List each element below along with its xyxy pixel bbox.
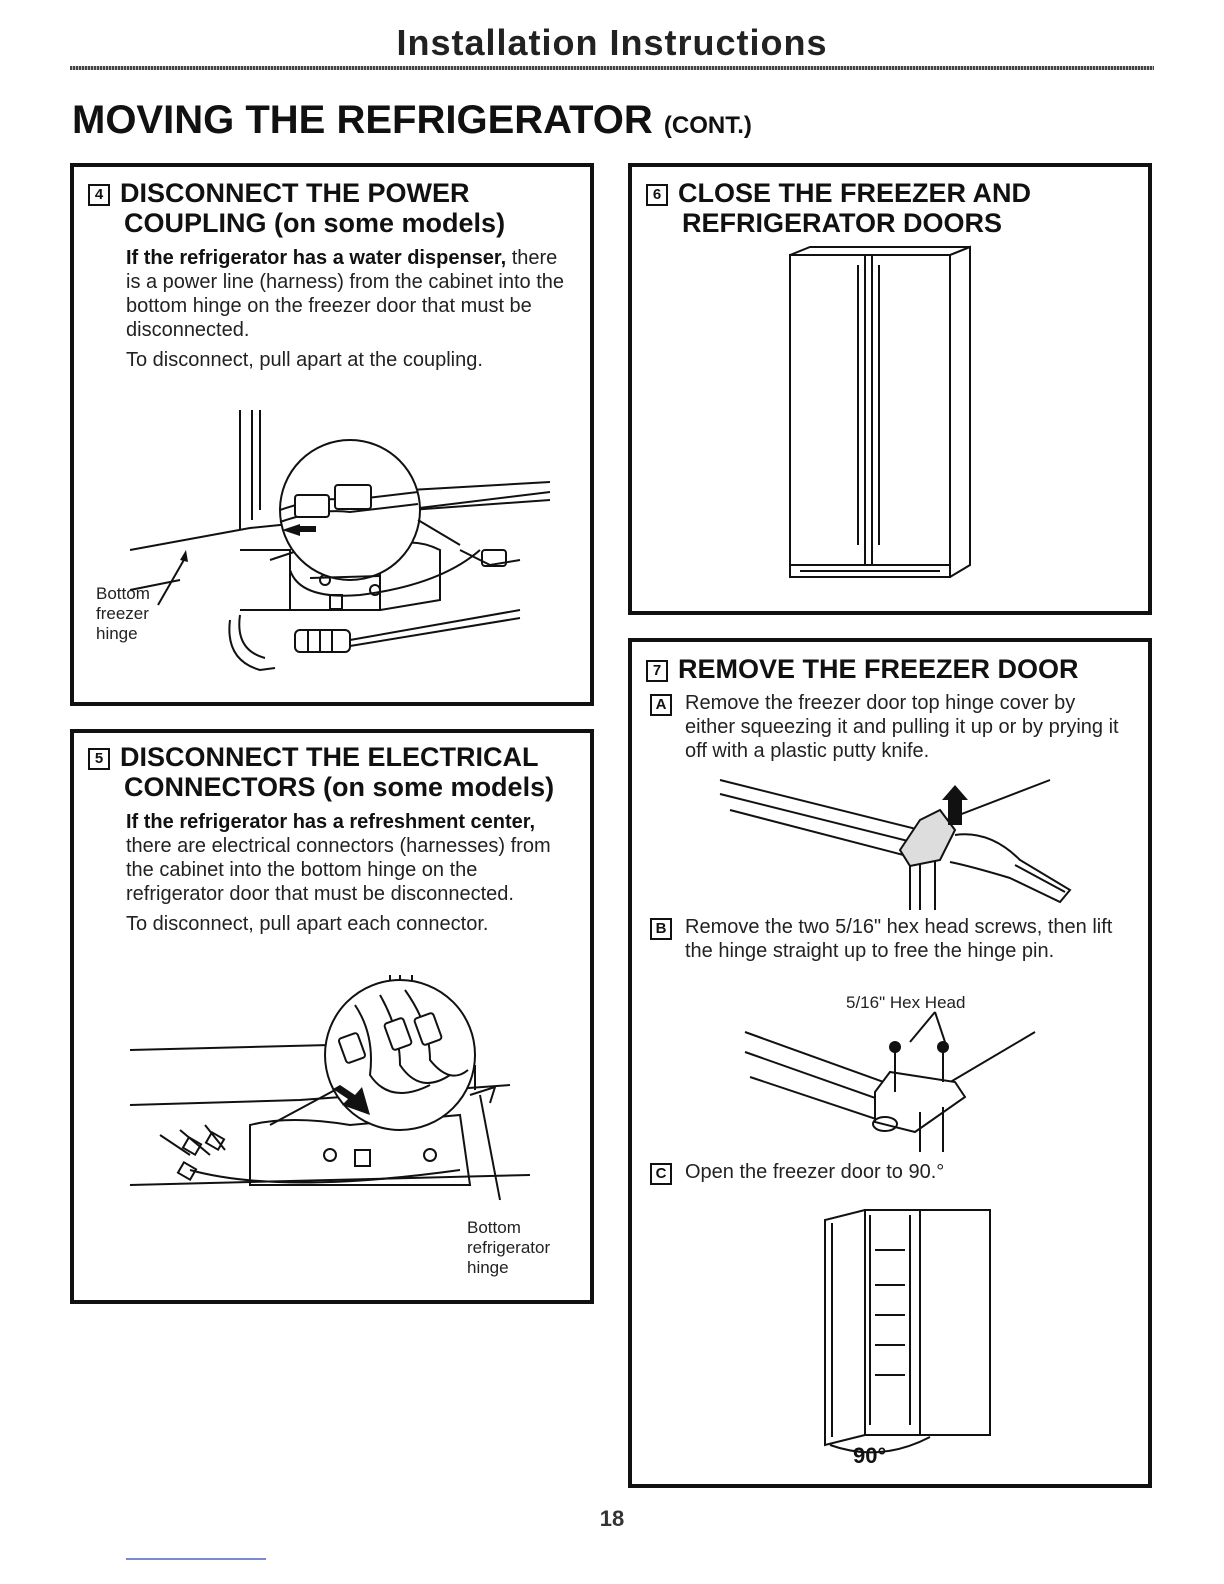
step-7-title-line1: REMOVE THE FREEZER DOOR <box>678 654 1079 684</box>
step-4-text2: To disconnect, pull apart at the coupling. <box>126 349 483 371</box>
section-header: Installation Instructions <box>396 22 828 63</box>
hinge-cover-illustration <box>720 770 1090 910</box>
angle-label: 90° <box>853 1443 887 1468</box>
step-6-title-line1: CLOSE THE FREEZER AND <box>678 178 1032 208</box>
substep-b-letter: B <box>650 918 672 940</box>
step-5-text: there are electrical connectors (harnesses) from the cabinet into the bottom hinge on the refrigerator door that must be disconnected. <box>126 835 551 905</box>
step-6-title-line2: REFRIGERATOR DOORS <box>682 208 1003 238</box>
step-5-text2: To disconnect, pull apart each connector. <box>126 913 489 935</box>
substep-c-text: Open the freezer door to 90.° <box>685 1161 945 1183</box>
closed-refrigerator-illustration <box>780 245 1000 590</box>
step-4-title-paren: (on some models) <box>274 208 506 238</box>
step-4-caption: Bottom freezer hinge <box>96 584 150 643</box>
step-4-title-line2: COUPLING <box>124 208 267 238</box>
step-6-title <box>646 178 1146 238</box>
page-title-suffix: (CONT.) <box>663 112 752 139</box>
substep-c-letter: C <box>650 1163 672 1185</box>
step-5-title <box>88 742 588 802</box>
page-title-text: MOVING THE REFRIGERATOR <box>72 98 653 142</box>
step-7-number: 7 <box>646 660 668 682</box>
step-4-text: there is a power line (harness) from the cabinet into the bottom hinge on the freezer door that must be disconnected. <box>126 247 564 341</box>
electrical-connectors-illustration <box>130 975 550 1205</box>
hex-screws-illustration <box>745 1012 1045 1157</box>
step-4-body <box>126 246 566 378</box>
step-6-number: 6 <box>646 184 668 206</box>
substep-a-text: Remove the freezer door top hinge cover by either squeezing it and pulling it up or by prying it off with a plastic putty knife. <box>685 692 1119 762</box>
header-rule <box>70 66 1154 70</box>
hex-head-label: 5/16" Hex Head <box>846 993 966 1012</box>
footer-link-line <box>126 1558 266 1560</box>
step-4-title-line1: DISCONNECT THE POWER <box>120 178 470 208</box>
step-5-title-line2: CONNECTORS <box>124 772 316 802</box>
step-5-number: 5 <box>88 748 110 770</box>
step-5-title-paren: (on some models) <box>323 772 555 802</box>
step-5-bold-lead: If the refrigerator has a refreshment center, <box>126 811 536 833</box>
page-number: 18 <box>599 1506 625 1531</box>
step-7-title <box>646 654 1146 684</box>
step-5-caption: Bottom refrigerator hinge <box>467 1218 551 1277</box>
step-5-body <box>126 810 566 942</box>
open-door-illustration <box>810 1205 1010 1455</box>
step-4-bold-lead: If the refrigerator has a water dispenser, <box>126 247 507 269</box>
step-4-number: 4 <box>88 184 110 206</box>
step-5-title-line1: DISCONNECT THE ELECTRICAL <box>120 742 539 772</box>
substep-b-text: Remove the two 5/16" hex head screws, then lift the hinge straight up to free the hinge pin. <box>685 916 1113 962</box>
step-4-title <box>88 178 578 238</box>
page-title <box>72 98 752 143</box>
substep-a-letter: A <box>650 694 672 716</box>
power-coupling-illustration <box>80 400 580 690</box>
